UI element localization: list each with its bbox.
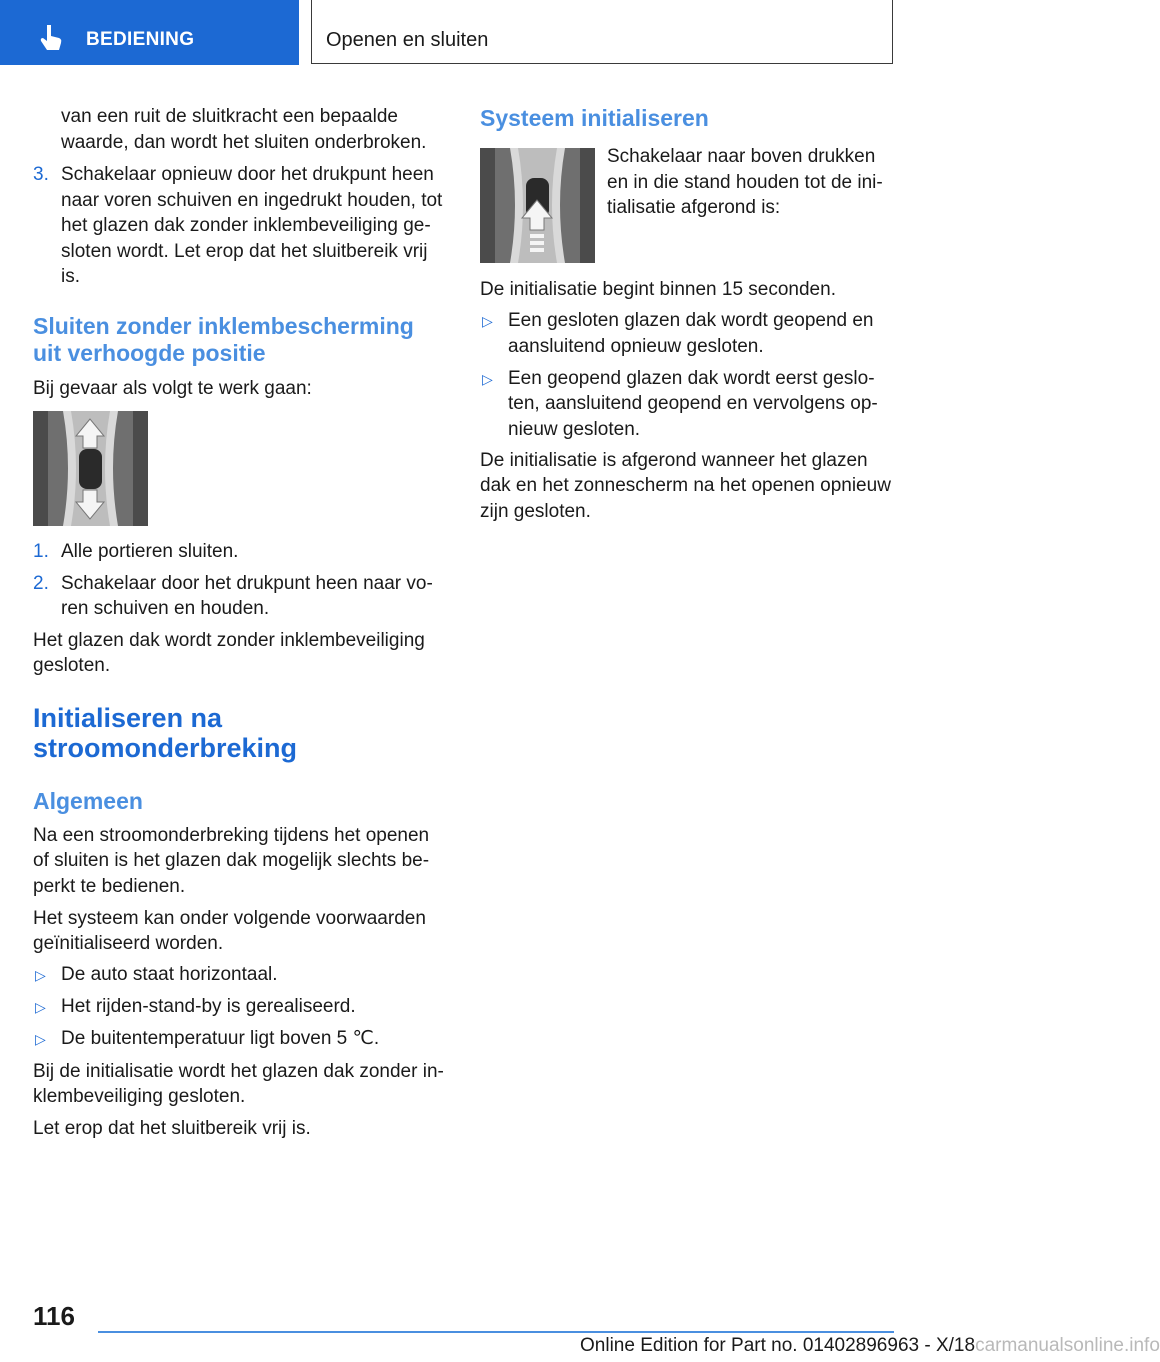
step1-text: Alle portieren sluiten.	[61, 541, 239, 562]
systeem-line: Het systeem kan onder volgende voorwaarden	[33, 908, 426, 929]
footer-divider	[98, 1331, 894, 1333]
continued-text-line: waarde, dan wordt het sluiten onderbroken.	[61, 132, 427, 153]
continued-text-line: van een ruit de sluitkracht een bepaalde	[61, 106, 398, 127]
afgerond-line: dak en het zonnescherm na het openen opnieuw	[480, 475, 891, 496]
bullet-triangle-icon: ▷	[35, 999, 46, 1015]
result-line: Het glazen dak wordt zonder inklembeveiliging	[33, 630, 425, 651]
heading-algemeen: Algemeen	[33, 788, 143, 814]
bullet2-line: nieuw gesloten.	[508, 419, 641, 440]
algemeen-line: perkt te bedienen.	[33, 876, 186, 897]
intro-line: Schakelaar naar boven drukken	[607, 146, 876, 167]
bullet-item: De buitentemperatuur ligt boven 5 ℃.	[61, 1028, 380, 1049]
heading-initialiseren: stroomonderbreking	[33, 733, 298, 763]
chapter-label: Openen en sluiten	[326, 29, 489, 51]
hand-pointer-icon	[36, 22, 66, 52]
begint-text: De initialisatie begint binnen 15 seconden.	[480, 279, 836, 300]
bullet-triangle-icon: ▷	[35, 967, 46, 983]
watermark-text: carmanualsonline.info	[975, 1335, 1160, 1356]
step2-line: Schakelaar door het drukpunt heen naar vo-	[61, 573, 433, 594]
step2-line: ren schuiven en houden.	[61, 598, 270, 619]
afgerond-line: De initialisatie is afgerond wanneer het glazen	[480, 450, 868, 471]
bullet2-line: Een geopend glazen dak wordt eerst geslo-	[508, 368, 875, 389]
chapter-tab[interactable]	[311, 0, 893, 64]
heading-sluiten: Sluiten zonder inklembescherming	[33, 313, 414, 339]
bij-line: klembeveiliging gesloten.	[33, 1086, 246, 1107]
gevaar-text: Bij gevaar als volgt te werk gaan:	[33, 378, 312, 399]
edition-text: Online Edition for Part no. 01402896963 - X/18	[580, 1335, 976, 1356]
section-tab-bediening[interactable]	[0, 0, 299, 65]
bij-line: Bij de initialisatie wordt het glazen dak zonder in-	[33, 1061, 444, 1082]
heading-initialiseren: Initialiseren na	[33, 703, 223, 733]
step3-line: Schakelaar opnieuw door het drukpunt heen	[61, 164, 434, 185]
bullet-triangle-icon: ▷	[482, 313, 493, 329]
algemeen-line: of sluiten is het glazen dak mogelijk slechts be-	[33, 850, 430, 871]
step-number: 3.	[33, 164, 49, 185]
heading-systeem-initialiseren: Systeem initialiseren	[480, 105, 709, 131]
systeem-line: geïnitialiseerd worden.	[33, 933, 224, 954]
footer-edition	[580, 1335, 1160, 1357]
let-op-text: Let erop dat het sluitbereik vrij is.	[33, 1118, 311, 1139]
algemeen-line: Na een stroomonderbreking tijdens het openen	[33, 825, 430, 846]
bullet2-line: ten, aansluitend geopend en vervolgens op-	[508, 393, 878, 414]
section-label: BEDIENING	[86, 29, 195, 50]
bullet-triangle-icon: ▷	[35, 1031, 46, 1047]
bullet1-line: aansluitend opnieuw gesloten.	[508, 336, 764, 357]
result-line: gesloten.	[33, 655, 111, 676]
step-number: 2.	[33, 573, 49, 594]
afgerond-line: zijn gesloten.	[480, 501, 591, 522]
step3-line: sloten wordt. Let erop dat het sluitbereik vrij	[61, 241, 428, 262]
step3-line: is.	[61, 266, 80, 287]
switch-image-open-close	[33, 411, 148, 526]
intro-line: tialisatie afgerond is:	[607, 197, 781, 218]
heading-sluiten: uit verhoogde positie	[33, 340, 266, 366]
bullet-item: Het rijden-stand-by is gerealiseerd.	[61, 996, 356, 1017]
step-number: 1.	[33, 541, 49, 562]
step3-line: naar voren schuiven en ingedrukt houden, tot	[61, 190, 443, 211]
page-number: 116	[33, 1301, 75, 1331]
bullet-triangle-icon: ▷	[482, 371, 493, 387]
intro-line: en in die stand houden tot de ini-	[607, 172, 883, 193]
bullet-item: De auto staat horizontaal.	[61, 964, 278, 985]
switch-image-up	[480, 148, 595, 263]
step3-line: het glazen dak zonder inklembeveiliging ge-	[61, 215, 431, 236]
bullet1-line: Een gesloten glazen dak wordt geopend en	[508, 310, 874, 331]
